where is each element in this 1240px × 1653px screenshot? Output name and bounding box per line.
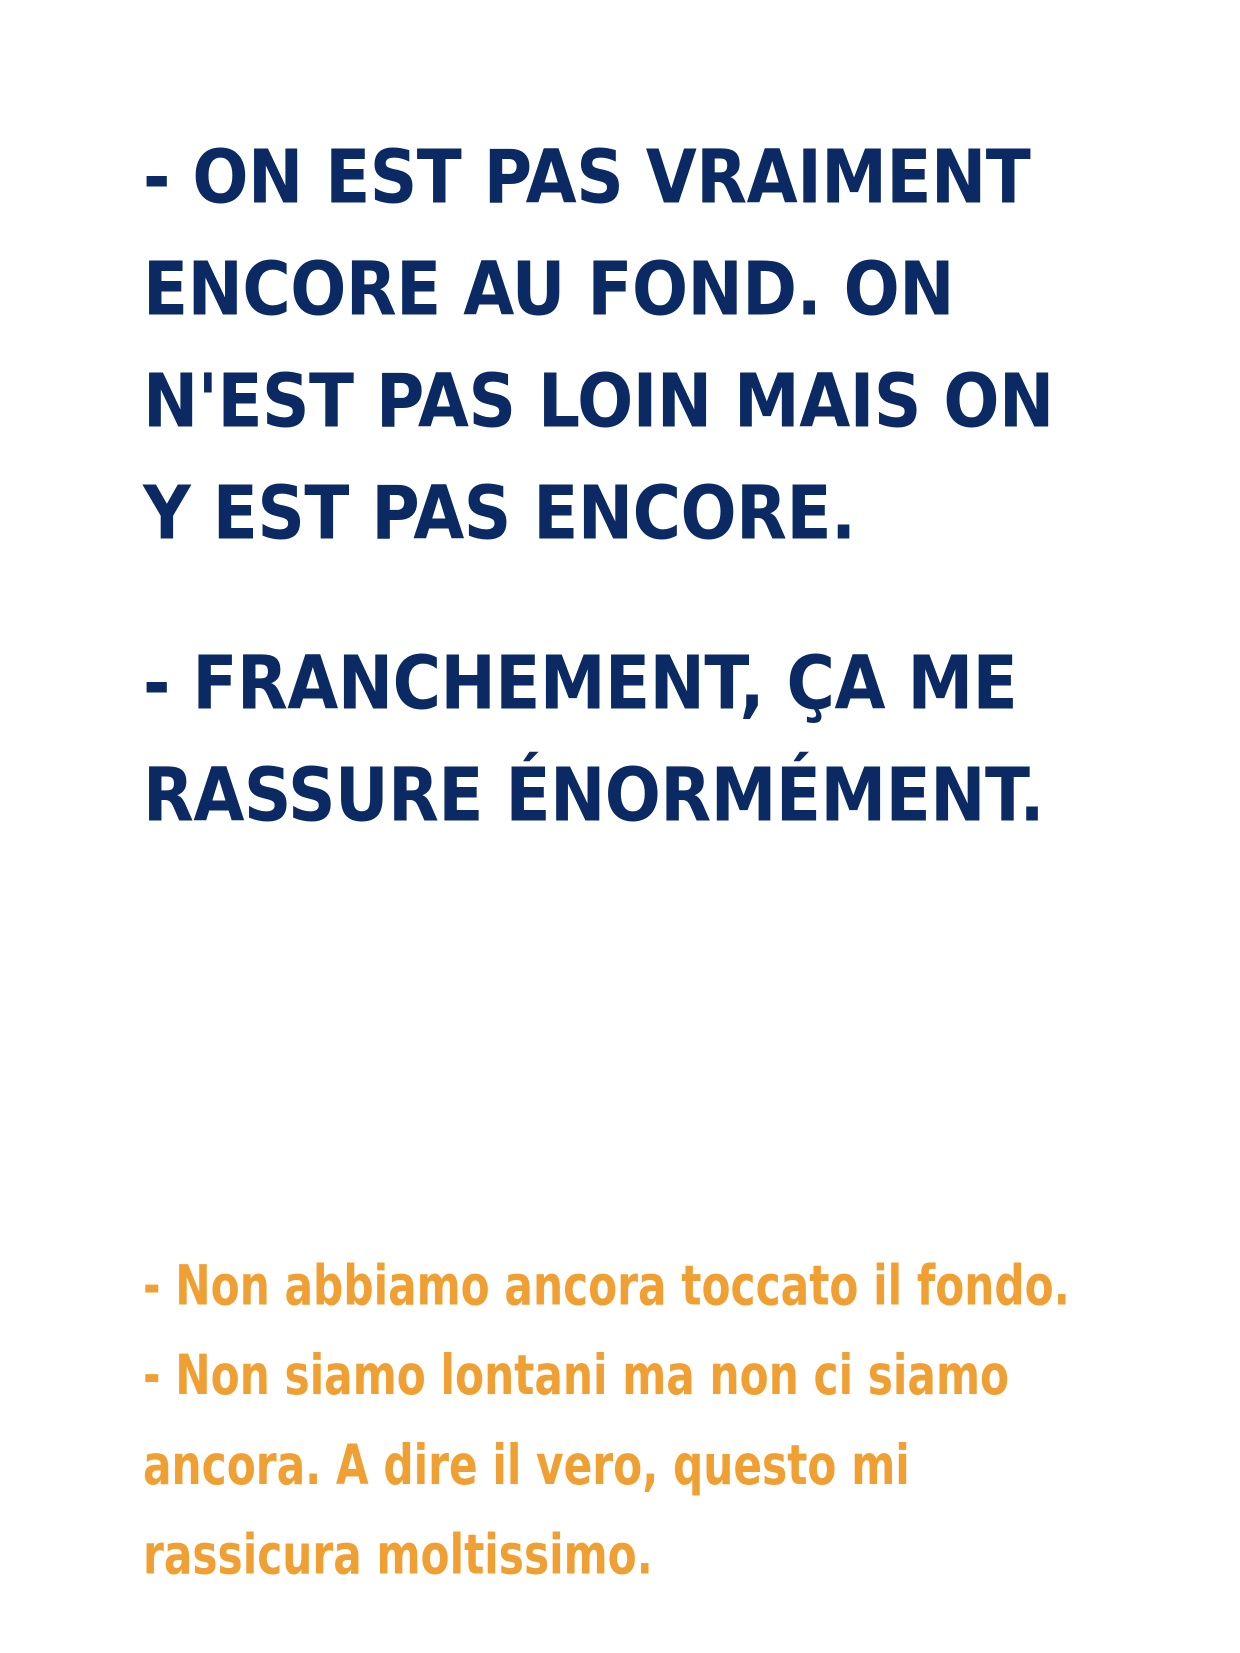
translation-line: - Non siamo lontani ma non ci siamo: [143, 1343, 1010, 1409]
french-line: - FRANCHEMENT, ÇA ME: [143, 640, 1018, 727]
french-dialogue-block-1: [143, 122, 1143, 570]
french-line: Y EST PAS ENCORE.: [143, 470, 856, 557]
french-line: - ON EST PAS VRAIMENT: [143, 134, 1031, 221]
translation-line: ancora. A dire il vero, questo mi: [143, 1433, 910, 1499]
french-line: ENCORE AU FOND. ON: [143, 246, 954, 333]
translation-line: - Non abbiamo ancora toccato il fondo.: [143, 1253, 1070, 1319]
french-line: N'EST PAS LOIN MAIS ON: [143, 358, 1054, 445]
french-line: RASSURE ÉNORMÉMENT.: [143, 752, 1045, 839]
french-dialogue-block-2: [143, 628, 1143, 852]
translation-line: rassicura moltissimo.: [143, 1522, 653, 1588]
italian-translation: [143, 1242, 1143, 1601]
